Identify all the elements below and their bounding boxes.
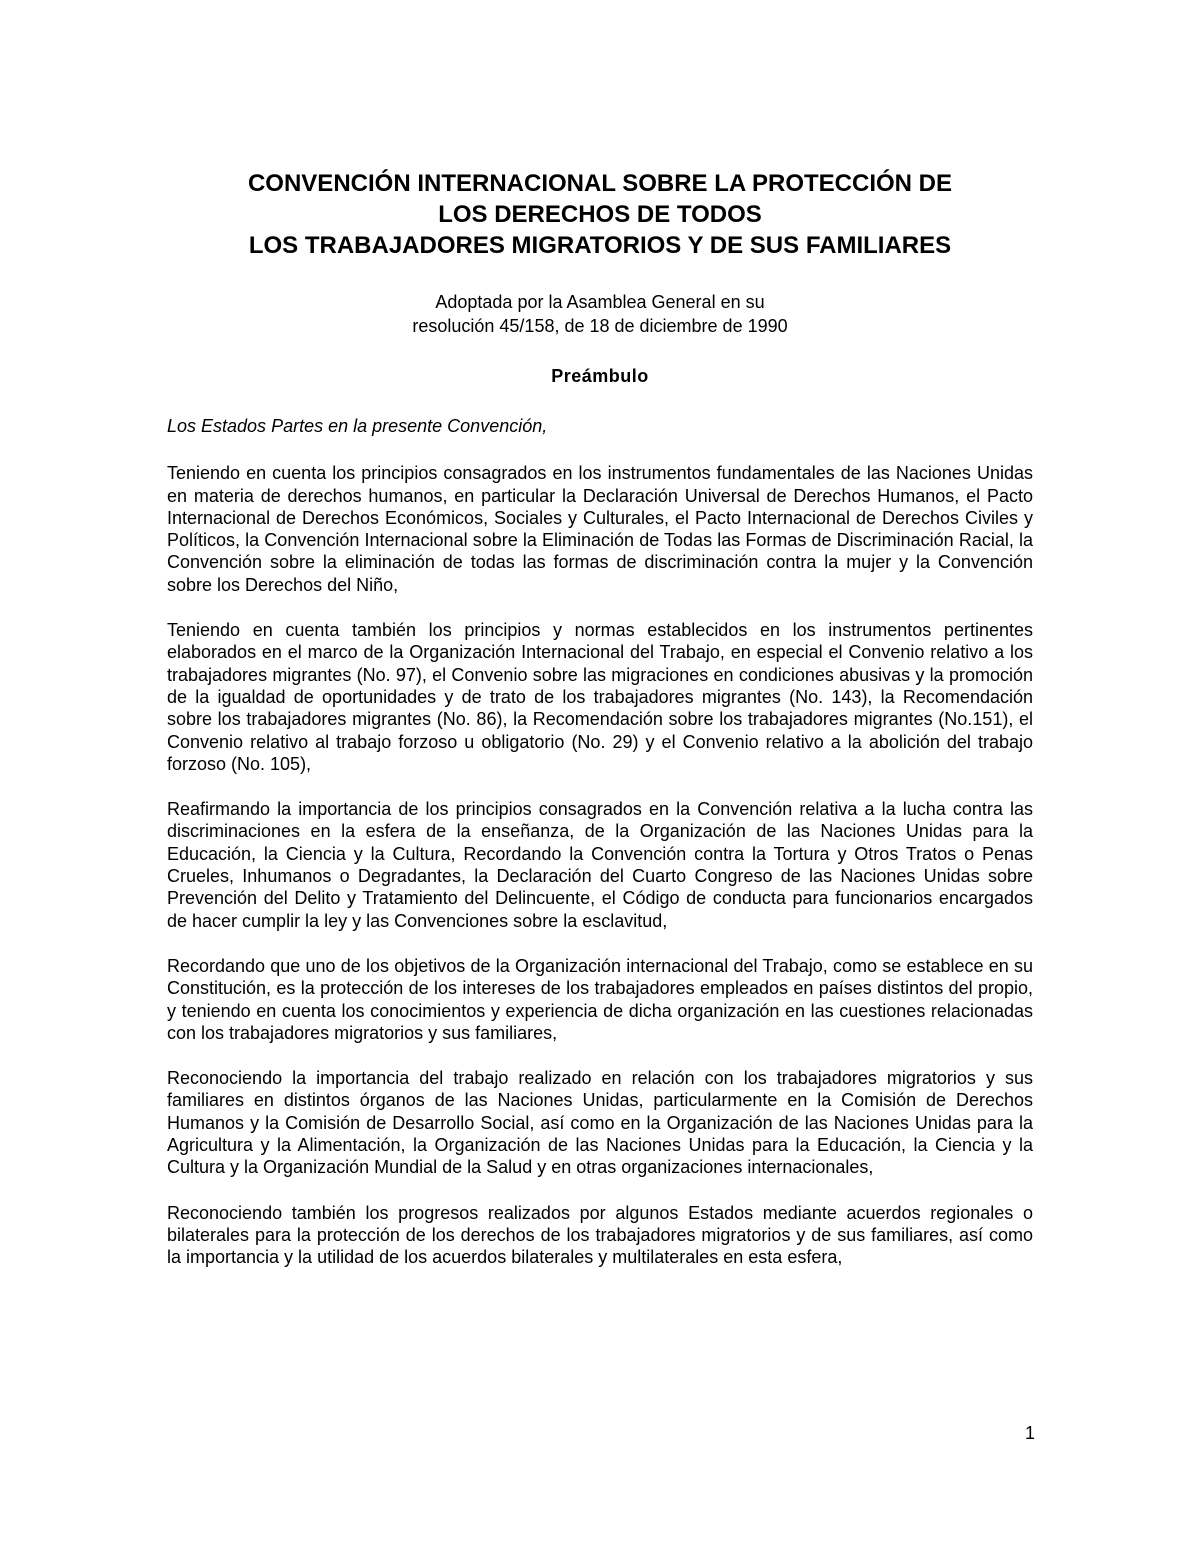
- title-line: LOS TRABAJADORES MIGRATORIOS Y DE SUS FAMILIARES: [248, 232, 952, 259]
- adoption-line: resolución 45/158, de 18 de diciembre de 1990: [412, 316, 788, 336]
- intro-line: Los Estados Partes en la presente Convención,: [167, 416, 548, 436]
- preamble-paragraph: Reafirmando la importancia de los principios consagrados en la Convención relativa a la lucha contra las discriminaciones en la esfera de la enseñanza, de la Organización de las Naciones Unidas para la Educación, la Ciencia y la Cultura, Recordando la Convención contra la Tortura y Otros Tratos o Penas Crueles, Inhumanos o Degradantes, la Declaración del Cuarto Congreso de las Naciones Unidas sobre Prevención del Delito y Tratamiento del Delincuente, el Código de conducta para funcionarios encargados de hacer cumplir la ley y las Convenciones sobre la esclavitud,: [167, 799, 1033, 931]
- title-line: LOS DERECHOS DE TODOS: [438, 201, 762, 228]
- document-title: [150, 168, 1050, 261]
- preamble-heading: Preámbulo: [551, 366, 649, 386]
- preamble-paragraph: Reconociendo también los progresos realizados por algunos Estados mediante acuerdos regionales o bilaterales para la protección de los derechos de los trabajadores migratorios y de sus familiares, así como la importancia y la utilidad de los acuerdos bilaterales y multilaterales en esta esfera,: [167, 1202, 1033, 1268]
- adoption-note: [150, 290, 1050, 338]
- preamble-paragraph: Reconociendo la importancia del trabajo realizado en relación con los trabajadores migratorios y sus familiares en distintos órganos de las Naciones Unidas, particularmente en la Comisión de Derechos Humanos y la Comisión de Desarrollo Social, así como en la Organización de las Naciones Unidas para la Agricultura y la Alimentación, la Organización de las Naciones Unidas para la Educación, la Ciencia y la Cultura y la Organización Mundial de la Salud y en otras organizaciones internacionales,: [167, 1068, 1033, 1178]
- preamble-paragraph: Teniendo en cuenta los principios consagrados en los instrumentos fundamentales de las Naciones Unidas en materia de derechos humanos, en particular la Declaración Universal de Derechos Humanos, el Pacto Internacional de Derechos Económicos, Sociales y Culturales, el Pacto Internacional de Derechos Civiles y Políticos, la Convención Internacional sobre la Eliminación de Todas las Formas de Discriminación Racial, la Convención sobre la eliminación de todas las formas de discriminación contra la mujer y la Convención sobre los Derechos del Niño,: [167, 463, 1033, 595]
- preamble-body: [167, 415, 1033, 1292]
- adoption-line: Adoptada por la Asamblea General en su: [435, 292, 765, 312]
- page-number: 1: [1024, 1423, 1035, 1443]
- preamble-paragraph: Recordando que uno de los objetivos de la Organización internacional del Trabajo, como se establece en su Constitución, es la protección de los intereses de los trabajadores empleados en países distintos del propio, y teniendo en cuenta los conocimientos y experiencia de dicha organización en las cuestiones relacionadas con los trabajadores migratorios y sus familiares,: [167, 955, 1033, 1043]
- preamble-paragraph: Teniendo en cuenta también los principios y normas establecidos en los instrumentos pertinentes elaborados en el marco de la Organización Internacional del Trabajo, en especial el Convenio relativo a los trabajadores migrantes (No. 97), el Convenio sobre las migraciones en condiciones abusivas y la promoción de la igualdad de oportunidades y de trato de los trabajadores migrantes (No. 143), la Recomendación sobre los trabajadores migrantes (No. 86), la Recomendación sobre los trabajadores migrantes (No.151), el Convenio relativo al trabajo forzoso u obligatorio (No. 29) y el Convenio relativo a la abolición del trabajo forzoso (No. 105),: [167, 620, 1033, 774]
- title-line: CONVENCIÓN INTERNACIONAL SOBRE LA PROTECCIÓN DE: [247, 170, 953, 197]
